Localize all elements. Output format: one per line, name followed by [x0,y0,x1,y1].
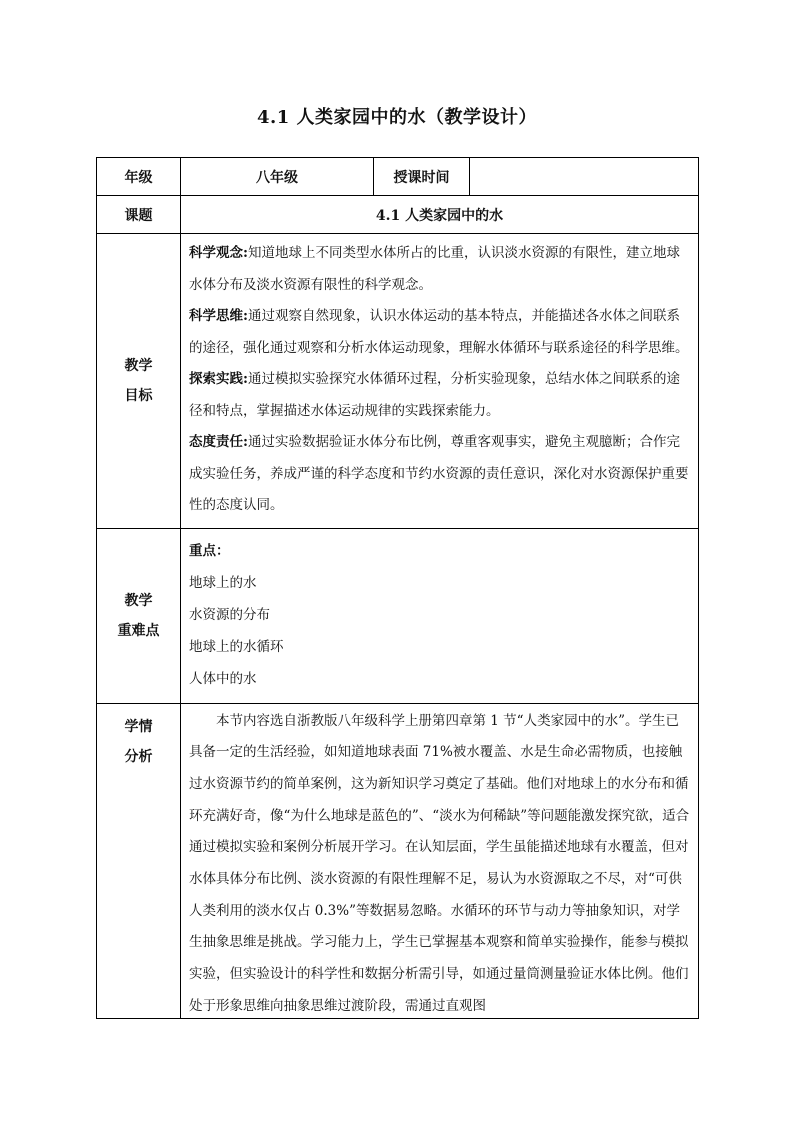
list-item: 水资源的分布 [189,606,270,623]
students-label-line1: 学情 [124,718,153,735]
time-label: 授课时间 [374,158,470,196]
list-item: 地球上的水循环 [189,638,284,655]
goal-heading: 态度责任: [189,434,248,450]
key-points-heading [189,535,690,567]
difficulties-label-line1: 教学 [124,592,153,609]
goals-label-line2: 目标 [124,387,153,404]
key-points-heading-text: 重点： [189,542,230,559]
list-item: 地球上的水 [189,574,257,591]
grade-value: 八年级 [181,158,374,196]
goal-text: 通过实验数据验证水体分布比例，尊重客观事实，避免主观臆断；合作完成实验任务，养成严谨的科学态度和节约水资源的责任意识，深化对水资源保护重要性的态度认同。 [189,434,689,513]
goal-paragraph [189,301,690,427]
difficulties-row [97,528,699,703]
topic-label: 课题 [97,196,181,234]
document-title: 4.1 人类家园中的水（教学设计） [256,107,538,128]
goals-label-cell [97,234,181,529]
goals-row [97,234,699,529]
goal-heading: 科学观念: [189,245,248,261]
difficulties-content [181,528,699,703]
students-label-cell [97,703,181,1018]
list-item: 人体中的水 [189,670,257,687]
goals-content [181,234,699,529]
topic-value: 4.1 人类家园中的水 [181,196,699,234]
goal-heading: 探索实践: [189,371,248,387]
goal-paragraph [189,427,690,522]
goal-text: 通过观察自然现象，认识水体运动的基本特点，并能描述各水体之间联系的途径，强化通过观察和分析水体运动现象，理解水体循环与联系途径的科学思维。 [189,308,689,356]
goals-label-line1: 教学 [124,357,153,374]
topic-row [97,196,699,234]
students-analysis-text: 本节内容选自浙教版八年级科学上册第四章第 1 节“人类家园中的水”。学生已具备一定的生活经验，如知道地球表面 71%被水覆盖、水是生命必需物质，也接触过水资源节约的简单案例，这为新知识学习奠定了基础。他们对地球上的水分布和循环充满好奇，像“为什么地球是蓝色的”、“淡水为何稀缺”等问题能激发探究欲，适合通过模拟实验和案例分析展开学习。在认知层面，学生虽能描述地球有水覆盖，但对水体具体分布比例、淡水资源的有限性理解不足，易认为水资源取之不尽，对“可供人类利用的淡水仅占 0.3%”等数据易忽略。水循环的环节与动力等抽象知识，对学生抽象思维是挑战。学习能力上，学生已掌握基本观察和简单实验操作，能参与模拟实验，但实验设计的科学性和数据分析需引导，如通过量筒测量验证水体比例。他们处于形象思维向抽象思维过渡阶段，需通过直观图 [189,712,690,1014]
header-row [97,158,699,196]
students-label-line2: 分析 [124,748,153,765]
difficulties-label-cell [97,528,181,703]
goal-text: 知道地球上不同类型水体所占的比重，认识淡水资源的有限性，建立地球水体分布及淡水资源有限性的科学观念。 [189,245,680,293]
grade-label: 年级 [97,158,181,196]
difficulties-label-line2: 重难点 [117,622,160,639]
goal-text: 通过模拟实验探究水体循环过程，分析实验现象，总结水体之间联系的途径和特点，掌握描述水体运动规律的实践探索能力。 [189,371,680,419]
lesson-plan-table [96,157,699,1019]
goal-heading: 科学思维: [189,308,248,324]
students-row [97,703,699,1018]
goal-paragraph [189,238,690,301]
time-value [470,158,699,196]
students-content [181,703,699,1018]
